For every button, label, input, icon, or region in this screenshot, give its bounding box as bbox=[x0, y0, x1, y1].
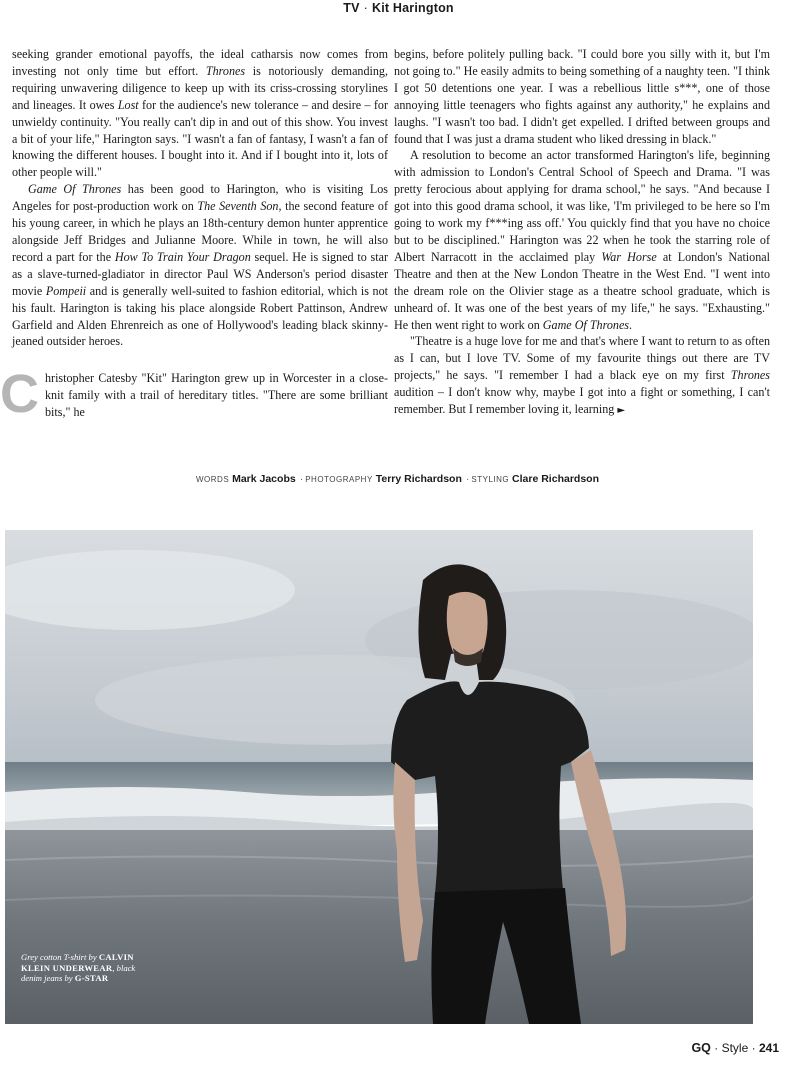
right-paragraph-2: A resolution to become an actor transformed Harington's life, beginning with admission to London's Central School of Speech and Drama. "I was pretty ferocious about applying for drama school," he says. "And because I got into this good drama school, it was like, 'I'm privileged to be here so I'm going to work my f***ing ass off.' You quickly find that you have no choice but to be disciplined." Harington was 22 when he took the starring role of Albert Narracott in the acclaimed play War Horse at London's National Theatre and then at the New London Theatre in the West End. "I went into the dream role on the Olivier stage as a theatre school graduate, which is unheard of. It was one of the best years of my life," he says. "Exhausting." He then went right to work on Game Of Thrones. bbox=[394, 148, 770, 332]
drop-cap: C bbox=[0, 364, 39, 425]
header-subject: Kit Harington bbox=[371, 1, 454, 15]
words-label: WORDS bbox=[195, 475, 230, 484]
article-column-right bbox=[394, 46, 770, 420]
continue-arrow-icon: ► bbox=[617, 405, 626, 417]
photography-label: PHOTOGRAPHY bbox=[305, 475, 373, 484]
photography-name: Terry Richardson bbox=[375, 473, 462, 485]
words-name: Mark Jacobs bbox=[232, 473, 296, 485]
styling-name: Clare Richardson bbox=[512, 473, 599, 485]
page-folio: GQ · Style · 241 bbox=[691, 1041, 779, 1055]
magazine-logo: GQ bbox=[691, 1041, 711, 1055]
right-paragraph-1: begins, before politely pulling back. "I could bore you silly with it, but I'm not going to." He easily admits to being something of a naughty teen. "I think I got 50 detentions one year. I was a rebellious little s***, one of those annoying little teenagers who fights against any authority," he explains and laughs. "I wasn't too bad. I didn't get expelled. I drifted between groups and found that I was just a drama student who liked dressing in black." bbox=[394, 47, 770, 146]
article-column-left bbox=[0, 46, 389, 425]
page-number: 241 bbox=[758, 1041, 779, 1055]
right-paragraph-3: "Theatre is a huge love for me and that's where I want to return to as often as I can, but I love TV. Some of my favourite things out there are TV projects," he says. "I remember I had a black eye on my first Thrones audition – I don't know why, maybe I got into a fight or something, I can't remember. But I remember loving it, learning ► bbox=[394, 334, 770, 417]
photo-caption: Grey cotton T-shirt by CALVIN KLEIN UNDERWEAR, black denim jeans by G-STAR bbox=[21, 952, 136, 983]
left-paragraph-3: Christopher Catesby "Kit" Harington grew up in Worcester in a close-knit family with a trail of hereditary titles. "There are some brilliant bits," he bbox=[0, 364, 388, 425]
beach-portrait-photo bbox=[5, 530, 753, 1024]
left-paragraph-2: Game Of Thrones has been good to Harington, who is visiting Los Angeles for post-production work on The Seventh Son, the second feature of his young career, in which he plays an 18th-century demon hunter apprentice alongside Jeff Bridges and Julianne Moore. While in town, he will also record a part for the How To Train Your Dragon sequel. He is signed to star as a slave-turned-gladiator in director Paul WS Anderson's period disaster movie Pompeii and is generally well-suited to fashion editorial, which is not his fault. Harington is taking his place alongside Robert Pattinson, Andrew Garfield and Alden Ehrenreich as one of Hollywood's leading black skinny-jeaned outsider heroes. bbox=[12, 182, 388, 349]
header-section: TV bbox=[343, 1, 360, 15]
styling-label: STYLING bbox=[471, 475, 510, 484]
header-separator: · bbox=[363, 1, 368, 15]
folio-section: Style bbox=[721, 1041, 749, 1055]
left-paragraph-1: seeking grander emotional payoffs, the ideal catharsis now comes from investing not only time but effort. Thrones is notoriously demanding, requiring unwavering diligence to keep up with its criss-crossing storylines and lineages. It owes Lost for the audience's new tolerance – and desire – for unwieldy continuity. "You really can't dip in and out of this show. You invest a bit of your life," Harington says. "I wasn't a fan of fantasy, I wasn't a fan of knowing the different houses. I bought into it. And if I bought into it, lots of other people will." bbox=[12, 47, 389, 180]
photo-credits: WORDS Mark Jacobs · PHOTOGRAPHY Terry Richardson · STYLING Clare Richardson bbox=[195, 473, 599, 485]
running-header bbox=[0, 0, 797, 15]
